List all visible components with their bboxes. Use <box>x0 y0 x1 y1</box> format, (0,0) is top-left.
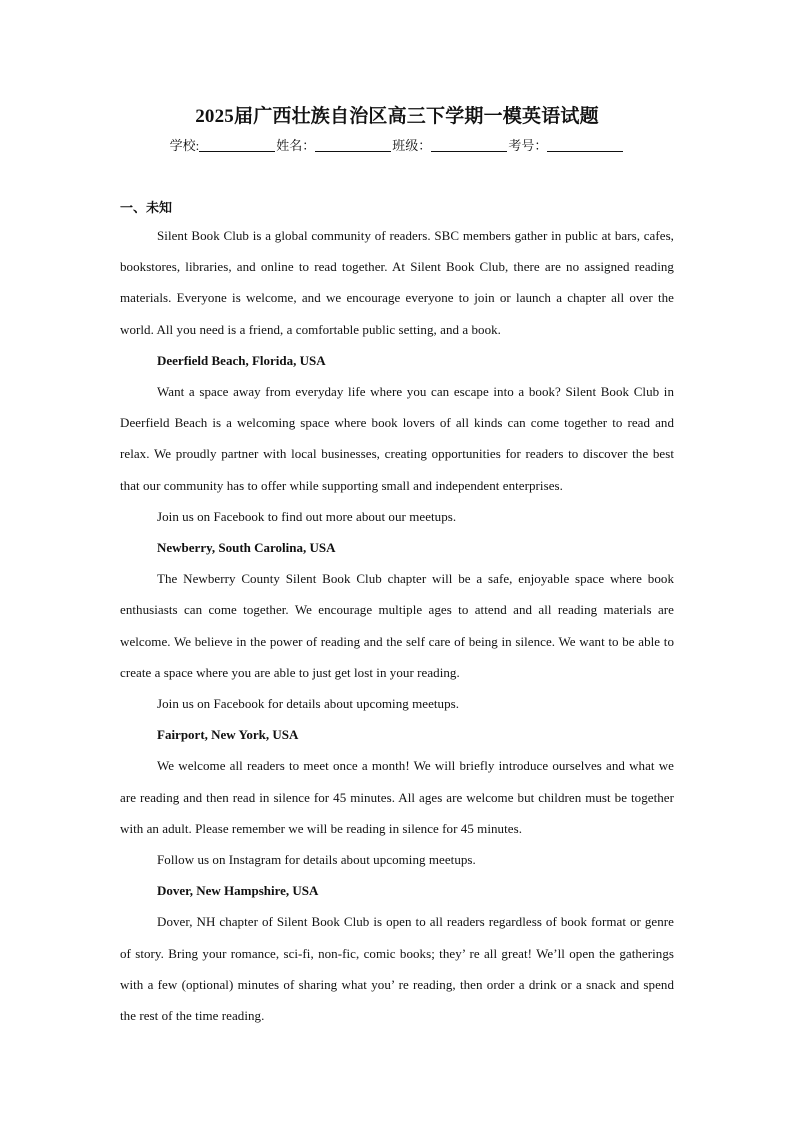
chapter-location: Dover, New Hampshire, USA <box>157 883 319 899</box>
exam-number-blank <box>547 137 623 152</box>
class-label: 班级： <box>392 138 432 153</box>
intro-paragraph: Silent Book Club is a global community of readers. SBC members gather in public at bars, cafes, bookstores, libraries, and online to read together. At Silent Book Club, there are no assigned reading materials. Everyone is welcome, and we encourage everyone to join or launch a chapter all over the world. All you need is a friend, a comfortable public setting, and a book. <box>120 228 674 337</box>
student-info-line <box>120 135 674 157</box>
school-label: 学校: <box>169 138 200 153</box>
chapter-location: Deerfield Beach, Florida, USA <box>157 352 326 368</box>
chapter-location: Fairport, New York, USA <box>157 727 299 743</box>
school-blank <box>199 137 275 152</box>
chapter-description: We welcome all readers to meet once a month! We will briefly introduce ourselves and what we are reading and then read in silence for 45 minutes. All ages are welcome but children must be together with an adult. Please remember we will be reading in silence for 45 minutes. <box>120 758 674 836</box>
name-blank <box>315 137 391 152</box>
page-title: 2025届广西壮族自治区高三下学期一模英语试题 <box>195 106 599 127</box>
chapter-follow-note: Follow us on Instagram for details about upcoming meetups. <box>157 852 476 868</box>
chapter-location: Newberry, South Carolina, USA <box>157 540 336 556</box>
section-title: 一、未知 <box>120 200 173 215</box>
exam-number-label: 考号： <box>508 138 548 153</box>
passage <box>120 220 674 1031</box>
chapter-description: Want a space away from everyday life where you can escape into a book? Silent Book Club in Deerfield Beach is a welcoming space where book lovers of all kinds can come together to read and relax. We proudly partner with local businesses, creating opportunities for readers to discover the best that our community has to offer while supporting small and independent enterprises. <box>120 384 674 493</box>
chapter-follow-note: Join us on Facebook to find out more about our meetups. <box>157 508 457 524</box>
chapter-description: The Newberry County Silent Book Club chapter will be a safe, enjoyable space where book enthusiasts can come together. We encourage multiple ages to attend and all reading materials are welcome. We believe in the power of reading and the self care of being in silence. We want to be able to create a space where you are able to just get lost in your reading. <box>120 571 674 680</box>
name-label: 姓名： <box>276 138 316 153</box>
chapter-description: Dover, NH chapter of Silent Book Club is open to all readers regardless of book format or genre of story. Bring your romance, sci-fi, non-fic, comic books; they’ re all great! We’ll open the gatherings with a few (optional) minutes of sharing what you’ re reading, then order a drink or a snack and spend the rest of the time reading. <box>120 914 674 1024</box>
chapter-follow-note: Join us on Facebook for details about upcoming meetups. <box>157 696 460 712</box>
class-blank <box>431 137 507 152</box>
